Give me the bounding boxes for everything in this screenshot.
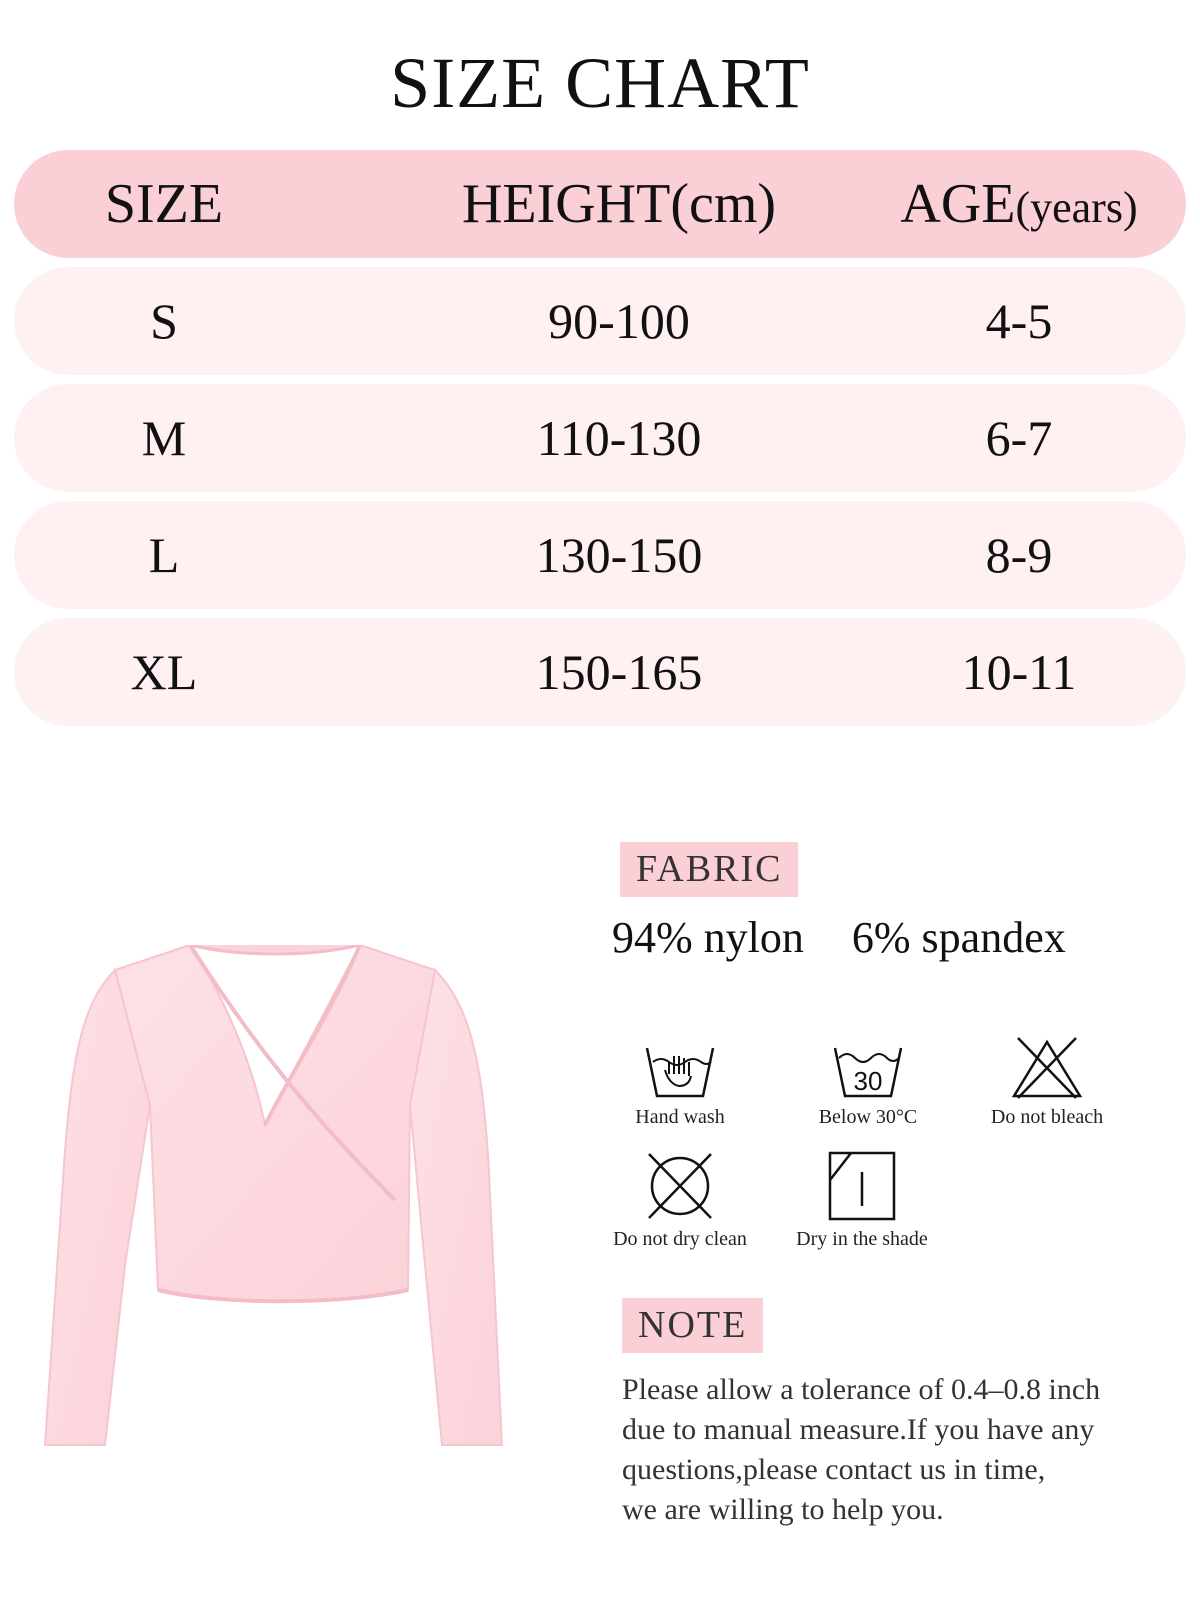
table-header-row xyxy=(14,150,1186,258)
age-cell: 6-7 xyxy=(985,410,1053,466)
age-cell: 4-5 xyxy=(985,293,1053,349)
note-line: we are willing to help you. xyxy=(622,1493,944,1526)
header-size: SIZE xyxy=(104,173,224,235)
size-cell: XL xyxy=(130,644,198,700)
wash-30-icon xyxy=(831,1040,905,1100)
hand-wash-icon xyxy=(643,1040,717,1100)
care-dry-shade xyxy=(772,1150,952,1251)
size-cell: S xyxy=(150,293,178,349)
care-below-30 xyxy=(778,1040,958,1129)
height-cell: 90-100 xyxy=(548,293,690,349)
care-hand-wash xyxy=(590,1040,770,1129)
wash-temp-number: 30 xyxy=(853,1066,883,1096)
wrap-top-image xyxy=(40,945,520,1485)
care-label: Hand wash xyxy=(635,1106,725,1128)
fabric-label: FABRIC xyxy=(620,842,798,897)
table-row xyxy=(14,384,1186,492)
no-bleach-icon xyxy=(1010,1036,1084,1100)
care-label: Do not bleach xyxy=(990,1106,1104,1128)
header-age-unit: (years) xyxy=(1015,183,1138,232)
note-label: NOTE xyxy=(622,1298,763,1353)
table-row xyxy=(14,267,1186,375)
note-line: Please allow a tolerance of 0.4–0.8 inch xyxy=(622,1373,1101,1406)
note-text xyxy=(622,1370,1182,1530)
age-cell: 8-9 xyxy=(985,527,1053,583)
header-age-main: AGE xyxy=(900,173,1016,235)
fabric-nylon: 94% nylon xyxy=(612,913,804,962)
care-label: Do not dry clean xyxy=(613,1228,747,1250)
table-row xyxy=(14,501,1186,609)
page-title: SIZE CHART xyxy=(390,43,810,123)
table-row xyxy=(14,618,1186,726)
care-label: Dry in the shade xyxy=(796,1228,928,1250)
dry-in-shade-icon xyxy=(827,1150,897,1222)
size-cell: L xyxy=(148,527,180,583)
height-cell: 150-165 xyxy=(535,644,703,700)
note-line: due to manual measure.If you have any xyxy=(622,1413,1095,1446)
note-line: questions,please contact us in time, xyxy=(622,1453,1046,1486)
care-label: Below 30°C xyxy=(818,1106,918,1128)
header-height: HEIGHT(cm) xyxy=(461,173,777,235)
height-cell: 110-130 xyxy=(536,410,702,466)
size-cell: M xyxy=(141,410,187,466)
header-age xyxy=(874,172,1164,236)
age-cell: 10-11 xyxy=(961,644,1077,700)
height-cell: 130-150 xyxy=(535,527,703,583)
care-no-bleach xyxy=(957,1036,1137,1129)
fabric-spandex: 6% spandex xyxy=(851,913,1066,962)
no-dry-clean-icon xyxy=(643,1150,717,1222)
care-no-dry-clean xyxy=(590,1150,770,1251)
fabric-composition xyxy=(612,912,1066,963)
